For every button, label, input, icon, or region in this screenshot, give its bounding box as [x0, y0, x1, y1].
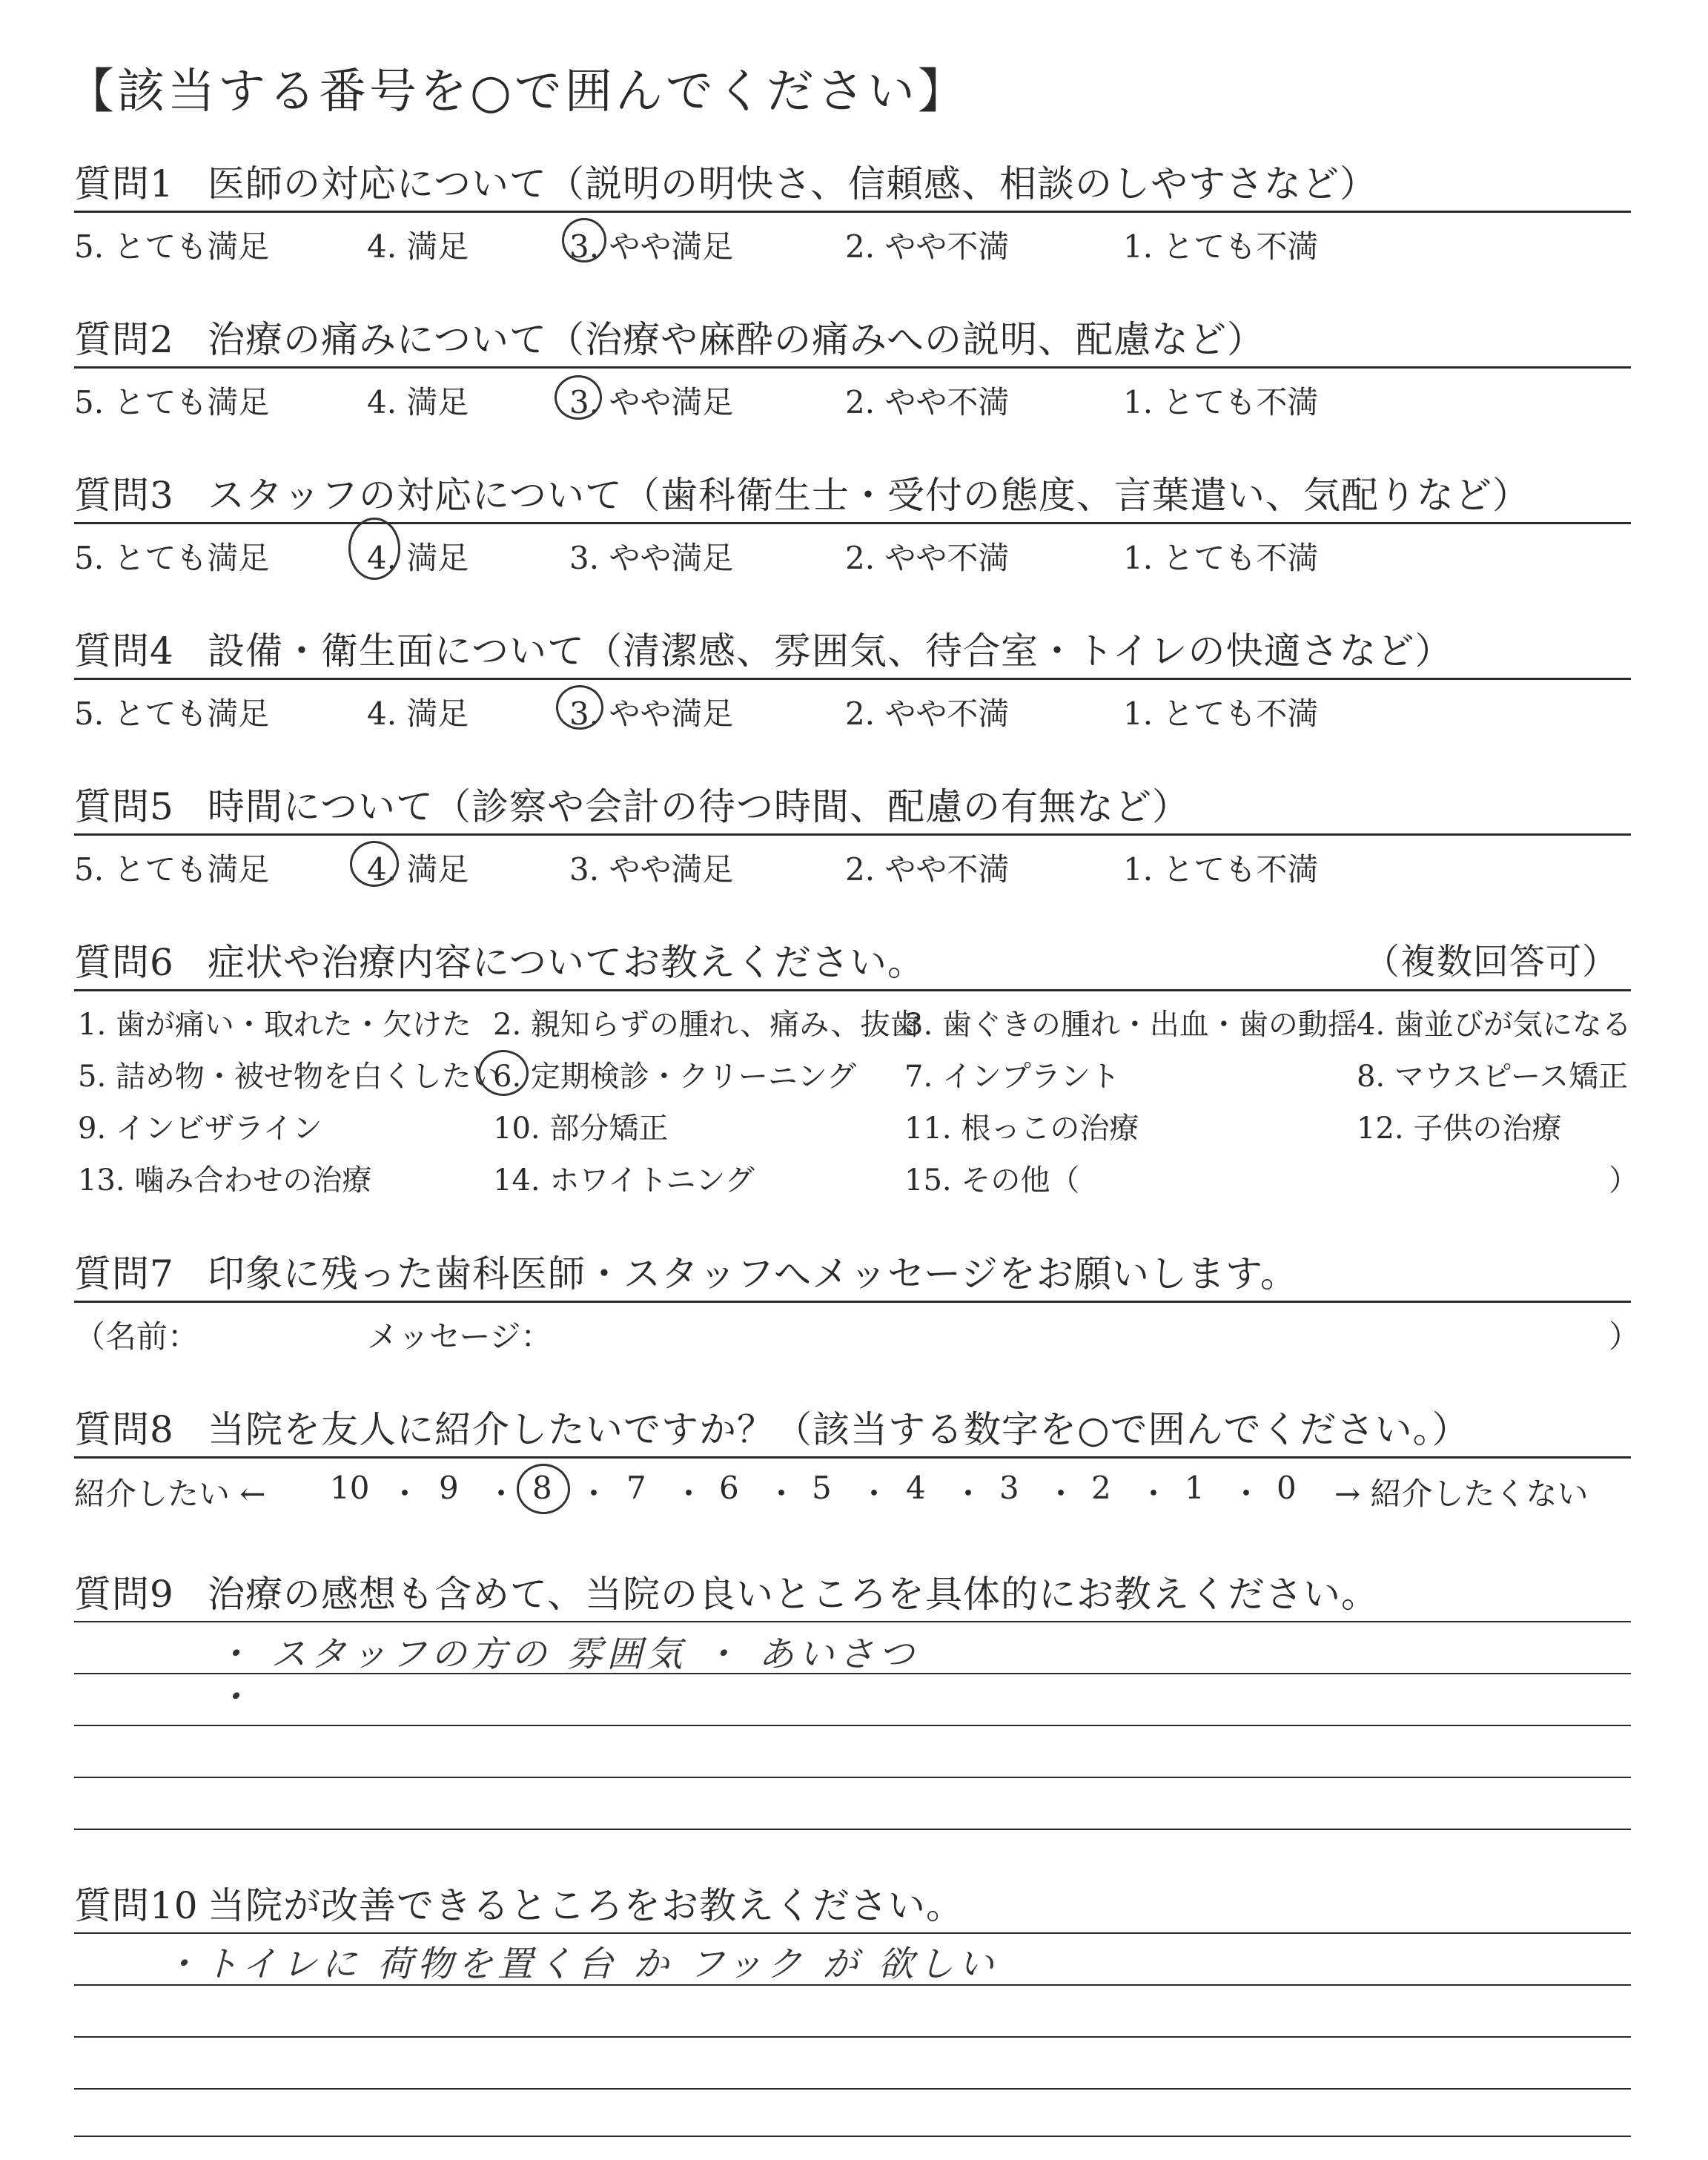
answer-line [74, 2088, 1631, 2090]
score-6[interactable]: 6 [719, 1470, 739, 1506]
score-1[interactable]: 1 [1185, 1470, 1205, 1506]
answer-line [74, 1829, 1631, 1830]
score-2[interactable]: 2 [1091, 1470, 1111, 1506]
option-11[interactable]: 11. 根っこの治療 [904, 1112, 1139, 1146]
score-4[interactable]: 4 [906, 1470, 926, 1506]
question-number: 質問10 [74, 1884, 199, 1927]
separator: ・ [858, 1476, 890, 1512]
selection-circle [348, 518, 400, 580]
option-15-close: ） [1609, 1163, 1638, 1198]
rating-option-3[interactable]: 3. やや満足 [569, 228, 734, 265]
divider [74, 1456, 1631, 1459]
separator: ・ [673, 1476, 705, 1512]
question-text: 印象に残った歯科医師・スタッフへメッセージをお願いします。 [208, 1252, 1298, 1295]
question-2 [74, 310, 1631, 429]
question-number: 質問3 [74, 474, 174, 517]
score-8[interactable]: 8 [532, 1470, 552, 1506]
question-number: 質問6 [74, 941, 174, 984]
rating-option-5[interactable]: 5. とても満足 [74, 696, 270, 732]
rating-option-1[interactable]: 1. とても不満 [1123, 228, 1319, 265]
option-12[interactable]: 12. 子供の治療 [1357, 1112, 1562, 1146]
selection-circle [350, 841, 399, 887]
separator: ・ [953, 1476, 984, 1512]
message-label: メッセージ： [367, 1318, 552, 1355]
answer-line [74, 1621, 1631, 1622]
rating-option-4[interactable]: 4. 満足 [367, 851, 469, 888]
name-label: （名前： [74, 1318, 199, 1355]
separator: ・ [1231, 1476, 1262, 1512]
answer-line [74, 1777, 1631, 1778]
divider [74, 989, 1631, 991]
question-2-title [74, 310, 1265, 363]
score-0[interactable]: 0 [1277, 1470, 1297, 1506]
score-9[interactable]: 9 [439, 1470, 459, 1506]
question-number: 質問1 [74, 162, 174, 205]
instruction-header: 【該当する番号を○で囲んでください】 [67, 65, 968, 119]
divider [74, 833, 1631, 836]
separator: ・ [578, 1476, 610, 1512]
score-7[interactable]: 7 [626, 1470, 646, 1506]
rating-option-1[interactable]: 1. とても不満 [1123, 540, 1319, 576]
question-7 [74, 1244, 1641, 1363]
question-text: 当院が改善できるところをお教えください。 [208, 1884, 964, 1927]
rating-option-1[interactable]: 1. とても不満 [1123, 696, 1319, 732]
option-1[interactable]: 1. 歯が痛い・取れた・欠けた [78, 1008, 471, 1042]
selection-circle [555, 375, 602, 420]
rating-option-2[interactable]: 2. やや不満 [845, 228, 1010, 265]
question-4 [74, 621, 1631, 740]
option-8[interactable]: 8. マウスピース矯正 [1357, 1060, 1629, 1094]
score-10[interactable]: 10 [330, 1470, 370, 1506]
option-5[interactable]: 5. 詰め物・被せ物を白くしたい [78, 1060, 501, 1094]
answer-line [74, 2136, 1631, 2137]
question-text: 治療の痛みについて（治療や麻酔の痛みへの説明、配慮など） [208, 318, 1265, 361]
option-2[interactable]: 2. 親知らずの腫れ、痛み、抜歯 [493, 1008, 920, 1042]
rating-option-2[interactable]: 2. やや不満 [845, 384, 1010, 420]
separator: ・ [486, 1476, 517, 1512]
rating-option-1[interactable]: 1. とても不満 [1123, 851, 1319, 888]
rating-option-2[interactable]: 2. やや不満 [845, 851, 1010, 888]
rating-option-4[interactable]: 4. 満足 [367, 696, 469, 732]
question-1 [74, 154, 1631, 273]
question-5-title [74, 777, 1190, 830]
divider [74, 1301, 1631, 1303]
message-close: ） [1609, 1318, 1641, 1355]
rating-option-2[interactable]: 2. やや不満 [845, 540, 1010, 576]
option-7[interactable]: 7. インプラント [904, 1060, 1120, 1094]
rating-option-3[interactable]: 3. やや満足 [569, 696, 734, 732]
question-9 [74, 1565, 1631, 1839]
answer-line [74, 2036, 1631, 2038]
option-6[interactable]: 6. 定期検診・クリーニング [493, 1060, 857, 1094]
question-10-title [74, 1876, 964, 1929]
rating-option-1[interactable]: 1. とても不満 [1123, 384, 1319, 420]
separator: ・ [1138, 1476, 1170, 1512]
question-text: 医師の対応について（説明の明快さ、信頼感、相談のしやすさなど） [208, 162, 1377, 205]
question-text: スタッフの対応について（歯科衛生士・受付の態度、言葉遣い、気配りなど） [208, 474, 1530, 517]
question-1-title [74, 154, 1377, 208]
question-text: 時間について（診察や会計の待つ時間、配慮の有無など） [208, 785, 1190, 828]
divider [74, 366, 1631, 369]
rating-option-3[interactable]: 3. やや満足 [569, 384, 734, 420]
separator: ・ [766, 1476, 798, 1512]
option-4[interactable]: 4. 歯並びが気になる [1357, 1008, 1632, 1042]
question-number: 質問4 [74, 630, 174, 673]
selection-circle [556, 685, 603, 730]
rating-option-4[interactable]: 4. 満足 [367, 384, 469, 420]
question-6 [74, 933, 1638, 1200]
option-15[interactable]: 15. その他（ [904, 1163, 1080, 1198]
recommend-left-label: 紹介したい ← [74, 1476, 266, 1512]
option-14[interactable]: 14. ホワイトニング [493, 1163, 755, 1198]
question-number: 質問2 [74, 318, 174, 361]
rating-option-5[interactable]: 5. とても満足 [74, 851, 270, 888]
rating-option-4[interactable]: 4. 満足 [367, 540, 469, 576]
question-number: 質問5 [74, 785, 174, 828]
option-9[interactable]: 9. インビザライン [78, 1112, 322, 1146]
question-8-title [74, 1400, 1470, 1453]
question-3 [74, 466, 1631, 584]
handwritten-answer: ・ スタッフの方の 雰囲気 ・ あいさつ [215, 1634, 919, 1675]
selection-circle [478, 1050, 529, 1096]
score-5[interactable]: 5 [812, 1470, 832, 1506]
selection-circle [517, 1464, 570, 1514]
handwritten-answer: ・ [215, 1677, 256, 1718]
question-number: 質問9 [74, 1573, 174, 1616]
rating-option-3[interactable]: 3. やや満足 [569, 851, 734, 888]
rating-option-5[interactable]: 5. とても満足 [74, 384, 270, 420]
score-3[interactable]: 3 [999, 1470, 1019, 1506]
divider [74, 678, 1631, 680]
multiple-answer-note: （複数回答可） [1364, 941, 1619, 982]
question-6-title [74, 933, 925, 986]
question-7-title [74, 1244, 1298, 1298]
rating-option-3[interactable]: 3. やや満足 [569, 540, 734, 576]
rating-option-5[interactable]: 5. とても満足 [74, 228, 270, 265]
question-number: 質問7 [74, 1252, 174, 1295]
answer-line [74, 1932, 1631, 1934]
question-4-title [74, 621, 1453, 675]
question-number: 質問8 [74, 1408, 174, 1451]
rating-option-2[interactable]: 2. やや不満 [845, 696, 1010, 732]
separator: ・ [1045, 1476, 1077, 1512]
rating-option-5[interactable]: 5. とても満足 [74, 540, 270, 576]
question-3-title [74, 466, 1530, 519]
question-5 [74, 777, 1631, 896]
question-text: 設備・衛生面について（清潔感、雰囲気、待合室・トイレの快適さなど） [208, 630, 1453, 673]
question-10 [74, 1876, 1631, 2150]
option-10[interactable]: 10. 部分矯正 [493, 1112, 669, 1146]
recommend-right-label: → 紹介したくない [1334, 1476, 1589, 1512]
option-13[interactable]: 13. 噛み合わせの治療 [78, 1163, 372, 1198]
rating-option-4[interactable]: 4. 満足 [367, 228, 469, 265]
question-text: 治療の感想も含めて、当院の良いところを具体的にお教えください。 [208, 1573, 1379, 1616]
divider [74, 522, 1631, 524]
separator: ・ [389, 1476, 421, 1512]
question-text: 症状や治療内容についてお教えください。 [208, 941, 925, 984]
handwritten-answer: ・トイレに 荷物を置く台 か フック が 欲しい [163, 1943, 999, 1985]
question-9-title [74, 1565, 1379, 1618]
selection-circle [562, 218, 606, 262]
answer-line [74, 1725, 1631, 1726]
question-text: 当院を友人に紹介したいですか？（該当する数字を○で囲んでください。） [208, 1408, 1470, 1451]
question-8 [74, 1400, 1631, 1519]
divider [74, 211, 1631, 213]
option-3[interactable]: 3. 歯ぐきの腫れ・出血・歯の動揺 [904, 1008, 1357, 1042]
